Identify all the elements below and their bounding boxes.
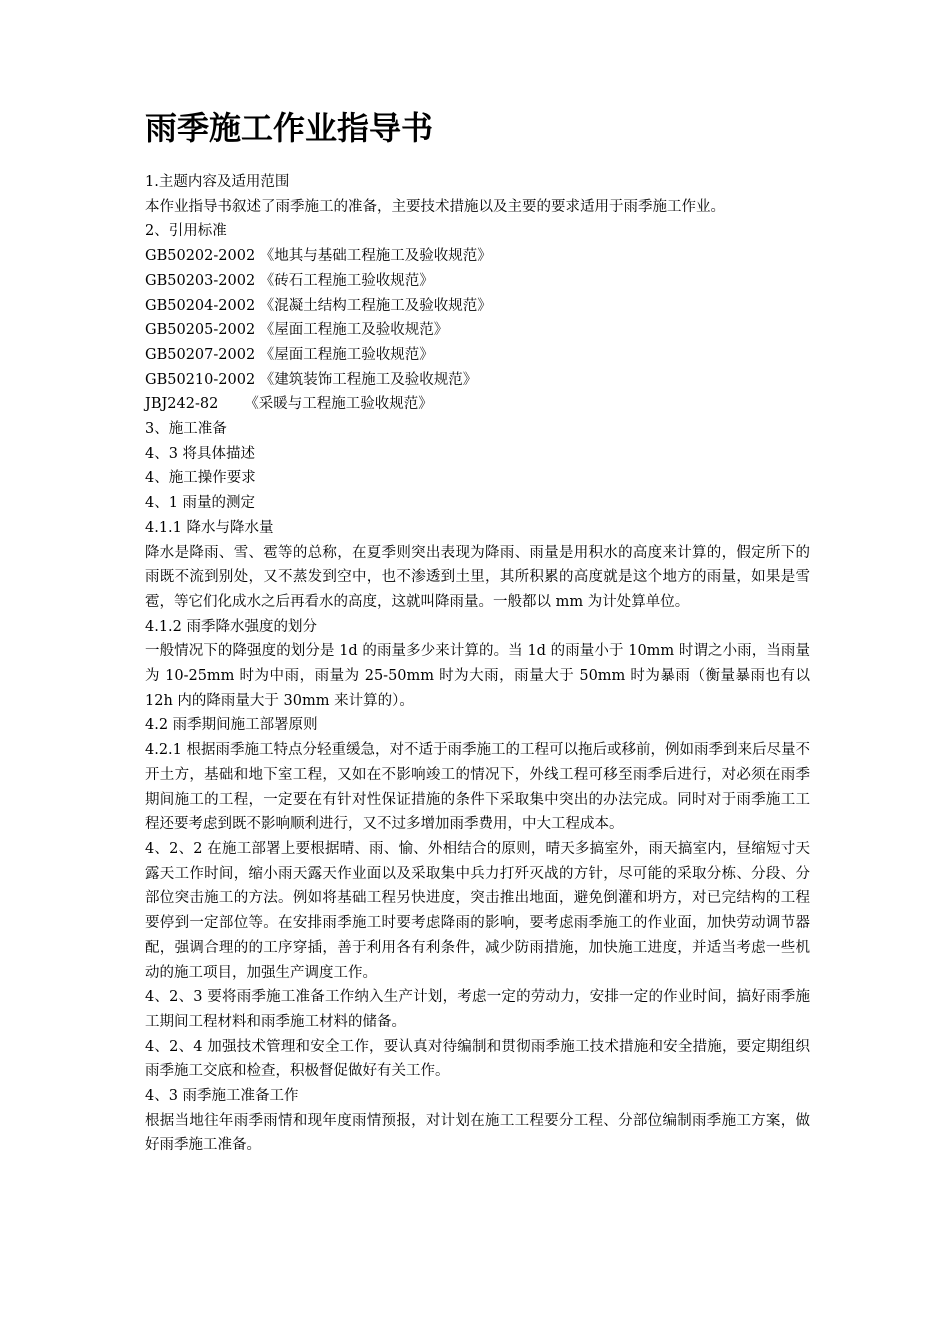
- standard-name: 《建筑装饰工程施工及验收规范》: [259, 371, 478, 388]
- standard-code: GB50207-2002: [145, 346, 256, 363]
- subsection-heading: 4、1 雨量的测定: [145, 495, 256, 512]
- paragraph: 4.2.1 根据雨季施工特点分轻重缓急，对不适于雨季施工的工程可以拖后或移前，例如雨季到来后尽量不开土方，基础和地下室工程，又如在不影响竣工的情况下，外线工程可移至雨季后进行，对必须在雨季期间施工的工程，一定要在有针对性保证措施的条件下采取集中突出的办法完成。同时对于雨季施工工程还要考虑到既不影响顺利进行，又不过多增加雨季费用，中大工程成本。: [145, 742, 810, 833]
- subsection-heading: 4.1.1 降水与降水量: [145, 519, 274, 536]
- standard-name: 《屋面工程施工验收规范》: [259, 346, 434, 363]
- standard-name: 《混凝土结构工程施工及验收规范》: [259, 297, 492, 314]
- standard-item: [145, 244, 810, 269]
- standards-list: [145, 244, 810, 417]
- subsection-heading: 4.2 雨季期间施工部署原则: [145, 717, 318, 734]
- paragraph: 降水是降雨、雪、雹等的总称，在夏季则突出表现为降雨、雨量是用积水的高度来计算的，假定所下的雨既不流到别处，又不蒸发到空中，也不渗透到土里，其所积累的高度就是这个地方的雨量，如果是雪雹，等它们化成水之后再看水的高度，这就叫降雨量。一般都以 mm 为计处算单位。: [145, 544, 810, 610]
- section-heading: 4、施工操作要求: [145, 470, 256, 487]
- standard-code: GB50202-2002: [145, 248, 256, 265]
- section-heading: 3、施工准备: [145, 421, 227, 438]
- standard-item: [145, 368, 810, 393]
- standard-name: 《采暖与工程施工验收规范》: [244, 396, 433, 413]
- standard-name: 《砖石工程施工验收规范》: [259, 272, 434, 289]
- standard-code: GB50210-2002: [145, 371, 256, 388]
- body-text: 本作业指导书叙述了雨季施工的准备，主要技术措施以及主要的要求适用于雨季施工作业。: [145, 198, 725, 215]
- section-heading: 1.主题内容及适用范围: [145, 174, 290, 190]
- standard-name: 《地其与基础工程施工及验收规范》: [259, 248, 492, 265]
- subsection-heading: 4、3 雨季施工准备工作: [145, 1088, 299, 1105]
- paragraph: 4、2、2 在施工部署上要根据晴、雨、愉、外相结合的原则，晴天多搞室外，雨天搞室内，昼缩短寸天露天工作时间，缩小雨天露天作业面以及采取集中兵力打歼灭战的方针，尽可能的采取分栋、分段、分部位突击施工的方法。例如将基础工程另快进度，突击推出地面，避免倒灌和坍方，对已完结构的工程要停到一定部位等。在安排雨季施工时要考虑降雨的影响，要考虑雨季施工的作业面，加快劳动调节器配，强调合理的的工序穿插，善于利用各有利条件，减少防雨措施，加快施工进度，并适当考虑一些机动的施工项目，加强生产调度工作。: [145, 840, 810, 981]
- section-heading: 2、引用标准: [145, 223, 227, 240]
- paragraph: 4、2、4 加强技术管理和安全工作，要认真对待编制和贯彻雨季施工技术措施和安全措施，要定期组织雨季施工交底和检查，积极督促做好有关工作。: [145, 1038, 810, 1080]
- subsection-heading: 4.1.2 雨季降水强度的划分: [145, 618, 318, 635]
- standard-name: 《屋面工程施工及验收规范》: [259, 322, 449, 339]
- standard-code: GB50204-2002: [145, 297, 256, 314]
- standard-item: [145, 392, 810, 417]
- standard-item: [145, 269, 810, 294]
- paragraph: 一般情况下的降强度的划分是 1d 的雨量多少来计算的。当 1d 的雨量小于 10mm 时谓之小雨，当雨量为 10-25mm 时为中雨，雨量为 25-50mm 时为大雨，雨量大于 50mm 时为暴雨（衡量暴雨也有以 12h 内的降雨量大于 30mm 来计算的）。: [145, 643, 810, 709]
- document-page: [145, 100, 810, 1158]
- paragraph: 根据当地往年雨季雨情和现年度雨情预报，对计划在施工工程要分工程、分部位编制雨季施工方案，做好雨季施工准备。: [145, 1112, 810, 1154]
- standard-code: GB50203-2002: [145, 272, 256, 289]
- standard-item: [145, 318, 810, 343]
- standard-item: [145, 294, 810, 319]
- paragraph: 4、2、3 要将雨季施工准备工作纳入生产计划，考虑一定的劳动力，安排一定的作业时间，搞好雨季施工期间工程材料和雨季施工材料的储备。: [145, 989, 810, 1030]
- standard-item: [145, 343, 810, 368]
- standard-code: GB50205-2002: [145, 322, 256, 339]
- body-text: 4、3 将具体描述: [145, 445, 256, 462]
- standard-code: JBJ242-82: [145, 396, 219, 413]
- document-title: 雨季施工作业指导书: [145, 109, 434, 147]
